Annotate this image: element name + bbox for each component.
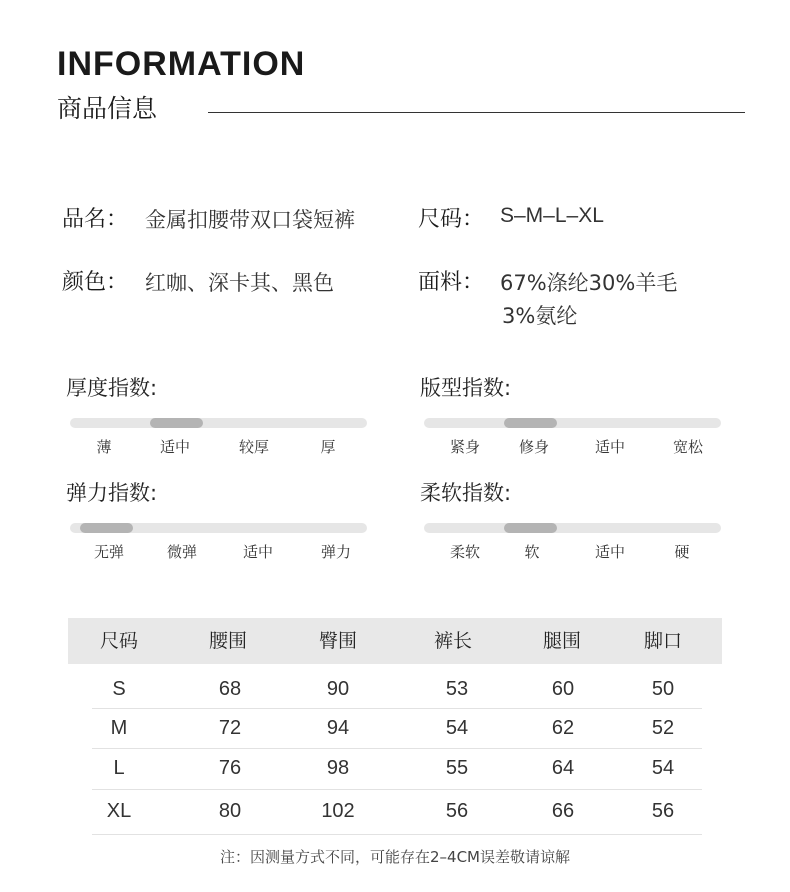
fit-index [420, 372, 703, 456]
fit-tick: 紧身 [449, 438, 480, 456]
softness-index-title: 柔软指数: [420, 481, 512, 505]
row-divider [92, 708, 702, 709]
thickness-index-title: 厚度指数: [66, 376, 158, 400]
thickness-tick: 适中 [159, 438, 190, 456]
thickness-track [70, 418, 367, 428]
title-divider [208, 112, 745, 113]
fit-indicator [504, 418, 557, 428]
row-divider [92, 748, 702, 749]
elasticity-track [70, 523, 367, 533]
elasticity-tick: 适中 [242, 543, 273, 561]
table-cell: 66 [551, 800, 575, 822]
softness-index [420, 477, 690, 561]
measurement-note: 注：因测量方式不同，可能存在2–4CM误差敬请谅解 [219, 848, 570, 866]
table-cell: S [112, 678, 126, 700]
table-cell: XL [106, 800, 132, 822]
table-cell: 54 [651, 757, 675, 779]
size-table-header [68, 618, 722, 664]
thickness-tick: 较厚 [238, 438, 269, 456]
page-title-cn: 商品信息 [57, 94, 158, 123]
table-cell: 62 [551, 717, 575, 739]
elasticity-indicator [80, 523, 133, 533]
fabric-value-line2: 3%氨纶 [502, 304, 578, 328]
row-divider [92, 834, 702, 835]
table-cell: 72 [218, 717, 242, 739]
row-divider [92, 789, 702, 790]
fit-tick: 宽松 [672, 438, 703, 456]
size-label: 尺码： [418, 207, 485, 232]
fit-tick: 适中 [594, 438, 625, 456]
size-value: S–M–L–XL [500, 204, 604, 227]
header-cell: 臀围 [318, 630, 357, 652]
header-cell: 腰围 [208, 630, 247, 652]
header-cell: 裤长 [433, 630, 472, 652]
softness-indicator [504, 523, 557, 533]
elasticity-tick: 微弹 [166, 543, 197, 561]
thickness-tick: 厚 [320, 438, 336, 456]
table-cell: 80 [218, 800, 242, 822]
table-cell: 60 [551, 678, 575, 700]
header-cell: 腿围 [542, 630, 581, 652]
table-cell: 64 [551, 757, 575, 779]
name-value: 金属扣腰带双口袋短裤 [145, 208, 355, 232]
thickness-index [66, 372, 336, 456]
elasticity-tick: 无弹 [93, 543, 124, 561]
table-cell: 90 [326, 678, 350, 700]
table-cell: 56 [651, 800, 675, 822]
softness-tick: 适中 [594, 543, 625, 561]
table-cell: 94 [326, 717, 350, 739]
softness-tick: 柔软 [449, 543, 480, 561]
thickness-tick: 薄 [96, 438, 112, 456]
table-cell: 56 [445, 800, 469, 822]
softness-tick: 硬 [674, 543, 690, 561]
table-cell: 68 [218, 678, 242, 700]
fit-index-title: 版型指数: [420, 376, 512, 400]
fit-tick: 修身 [518, 438, 549, 456]
softness-tick: 软 [524, 543, 540, 561]
color-label: 颜色： [62, 270, 129, 295]
header-cell: 脚口 [643, 630, 682, 652]
table-cell: L [113, 757, 125, 779]
fabric-label: 面料： [418, 270, 485, 295]
elasticity-tick: 弹力 [320, 543, 351, 561]
fabric-value-line1: 67%涤纶30%羊毛 [500, 271, 678, 295]
table-cell: 50 [651, 678, 675, 700]
table-cell: 54 [445, 717, 469, 739]
page-title-en: INFORMATION [57, 45, 306, 83]
softness-track [424, 523, 721, 533]
table-cell: 76 [218, 757, 242, 779]
table-cell: 98 [326, 757, 350, 779]
color-value: 红咖、深卡其、黑色 [145, 271, 334, 295]
elasticity-index-title: 弹力指数: [66, 481, 158, 505]
fit-track [424, 418, 721, 428]
table-cell: 52 [651, 717, 675, 739]
table-cell: 102 [321, 800, 355, 822]
name-label: 品名： [62, 207, 129, 232]
table-cell: 55 [445, 757, 469, 779]
header-cell: 尺码 [99, 630, 138, 652]
table-cell: 53 [445, 678, 469, 700]
table-cell: M [110, 717, 128, 739]
thickness-indicator [150, 418, 203, 428]
elasticity-index [66, 477, 351, 561]
